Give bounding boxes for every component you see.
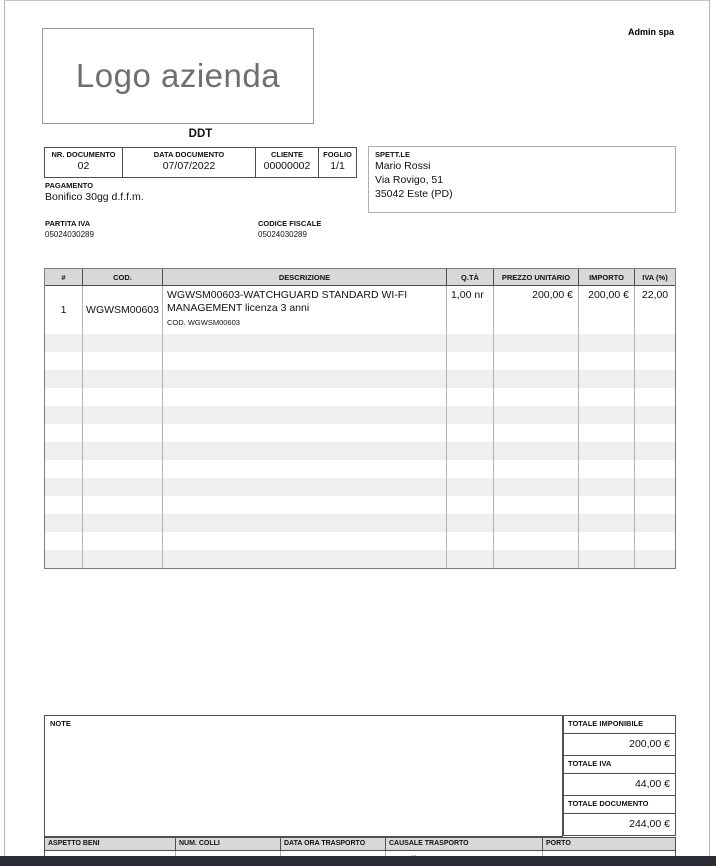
empty-cell xyxy=(163,460,447,478)
empty-cell xyxy=(163,514,447,532)
total-value: 200,00 € xyxy=(563,734,676,756)
vat-number-label: PARTITA IVA xyxy=(45,219,91,228)
items-table-header xyxy=(45,269,675,286)
empty-cell xyxy=(494,442,579,460)
notes-box xyxy=(44,715,563,837)
client-label: CLIENTE xyxy=(270,150,304,159)
empty-cell xyxy=(447,442,494,460)
empty-cell xyxy=(635,478,675,496)
payment-label: PAGAMENTO xyxy=(45,181,94,190)
empty-cell xyxy=(45,550,83,568)
table-row xyxy=(45,286,675,334)
empty-cell xyxy=(447,406,494,424)
empty-cell xyxy=(635,532,675,550)
empty-cell xyxy=(45,388,83,406)
empty-cell xyxy=(45,352,83,370)
item-description-code: COD. WGWSM00603 xyxy=(167,318,240,327)
empty-cell xyxy=(45,442,83,460)
recipient-label: SPETT.LE xyxy=(375,150,411,159)
empty-cell xyxy=(635,514,675,532)
empty-table-row xyxy=(45,370,675,388)
empty-cell xyxy=(494,460,579,478)
company-logo xyxy=(42,28,314,124)
sheet-value: 1/1 xyxy=(330,160,345,172)
total-label: TOTALE IVA xyxy=(563,755,676,774)
empty-cell xyxy=(579,406,635,424)
empty-cell xyxy=(83,352,163,370)
empty-cell xyxy=(494,406,579,424)
empty-cell xyxy=(45,334,83,352)
document-info-table xyxy=(44,147,357,178)
empty-cell xyxy=(163,424,447,442)
fiscal-code-block xyxy=(258,219,321,239)
payment-block xyxy=(45,181,144,203)
empty-cell xyxy=(83,388,163,406)
col-header-num: # xyxy=(45,269,83,285)
transport-col-header: PORTO xyxy=(546,840,571,847)
vat-number-block xyxy=(45,219,94,239)
empty-cell xyxy=(635,442,675,460)
doc-number-cell xyxy=(45,148,123,177)
fiscal-code-value: 05024030289 xyxy=(258,230,307,239)
empty-cell xyxy=(494,388,579,406)
item-qty: 1,00 nr xyxy=(447,286,494,334)
document-type-title: DDT xyxy=(188,128,213,140)
total-label: TOTALE IMPONIBILE xyxy=(563,715,676,734)
item-vat: 22,00 xyxy=(641,289,669,301)
empty-cell xyxy=(45,406,83,424)
empty-cell xyxy=(83,496,163,514)
empty-cell xyxy=(163,370,447,388)
sheet-label: FOGLIO xyxy=(323,150,352,159)
empty-cell xyxy=(447,352,494,370)
col-header-amount: IMPORTO xyxy=(579,269,635,285)
empty-cell xyxy=(494,478,579,496)
empty-cell xyxy=(83,460,163,478)
empty-cell xyxy=(494,334,579,352)
col-header-code: COD. xyxy=(83,269,163,285)
empty-cell xyxy=(494,496,579,514)
empty-cell xyxy=(83,406,163,424)
empty-cell xyxy=(163,478,447,496)
item-description: WGWSM00603-WATCHGUARD STANDARD WI-FI MANAGEMENT licenza 3 anni xyxy=(167,289,408,314)
recipient-city: 35042 Este (PD) xyxy=(375,188,453,200)
empty-cell xyxy=(83,514,163,532)
empty-cell xyxy=(579,370,635,388)
total-value: 244,00 € xyxy=(563,814,676,836)
empty-cell xyxy=(494,550,579,568)
empty-cell xyxy=(579,424,635,442)
doc-date-cell xyxy=(123,148,256,177)
empty-table-row xyxy=(45,442,675,460)
empty-cell xyxy=(579,514,635,532)
empty-cell xyxy=(447,460,494,478)
empty-cell xyxy=(579,496,635,514)
total-label: TOTALE DOCUMENTO xyxy=(563,795,676,814)
sheet-cell xyxy=(319,148,356,177)
empty-cell xyxy=(163,442,447,460)
empty-cell xyxy=(635,370,675,388)
item-description-cell xyxy=(163,286,447,334)
empty-cell xyxy=(579,460,635,478)
item-amount: 200,00 € xyxy=(579,286,635,334)
doc-date-label: DATA DOCUMENTO xyxy=(153,150,225,159)
total-value: 44,00 € xyxy=(563,774,676,796)
empty-table-row xyxy=(45,550,675,568)
empty-cell xyxy=(163,496,447,514)
client-cell xyxy=(256,148,319,177)
empty-cell xyxy=(45,424,83,442)
logo-placeholder-text: Logo azienda xyxy=(75,57,281,94)
empty-cell xyxy=(83,424,163,442)
item-code: WGWSM00603 xyxy=(83,286,163,334)
empty-cell xyxy=(494,352,579,370)
empty-cell xyxy=(447,532,494,550)
empty-cell xyxy=(579,334,635,352)
payment-value: Bonifico 30gg d.f.f.m. xyxy=(45,191,144,203)
empty-cell xyxy=(494,514,579,532)
empty-cell xyxy=(83,334,163,352)
transport-col-header: ASPETTO BENI xyxy=(45,838,176,850)
empty-cell xyxy=(447,478,494,496)
empty-cell xyxy=(494,532,579,550)
empty-table-row xyxy=(45,388,675,406)
col-header-qty: Q.TÀ xyxy=(447,269,494,285)
empty-table-row xyxy=(45,406,675,424)
empty-cell xyxy=(45,460,83,478)
empty-table-row xyxy=(45,424,675,442)
totals-stack xyxy=(563,715,676,836)
empty-cell xyxy=(635,388,675,406)
empty-cell xyxy=(579,442,635,460)
col-header-vat: IVA (%) xyxy=(642,272,668,282)
empty-cell xyxy=(635,460,675,478)
empty-cell xyxy=(447,334,494,352)
empty-cell xyxy=(579,388,635,406)
empty-rows-container xyxy=(45,334,675,568)
empty-cell xyxy=(83,532,163,550)
empty-cell xyxy=(635,352,675,370)
empty-cell xyxy=(494,424,579,442)
empty-cell xyxy=(447,550,494,568)
empty-cell xyxy=(579,352,635,370)
empty-cell xyxy=(579,550,635,568)
items-table xyxy=(44,268,676,569)
empty-table-row xyxy=(45,478,675,496)
col-header-description: DESCRIZIONE xyxy=(163,269,447,285)
client-value: 00000002 xyxy=(263,160,311,172)
empty-cell xyxy=(45,496,83,514)
doc-number-value: 02 xyxy=(77,160,90,172)
empty-table-row xyxy=(45,460,675,478)
empty-cell xyxy=(447,424,494,442)
empty-cell xyxy=(447,496,494,514)
empty-cell xyxy=(447,370,494,388)
vat-number-value: 05024030289 xyxy=(45,230,94,239)
bottom-bar xyxy=(0,856,716,866)
empty-cell xyxy=(447,388,494,406)
transport-header xyxy=(44,837,676,851)
empty-cell xyxy=(635,424,675,442)
empty-cell xyxy=(579,532,635,550)
doc-number-label: NR. DOCUMENTO xyxy=(51,150,116,159)
recipient-street: Via Rovigo, 51 xyxy=(375,174,444,186)
empty-cell xyxy=(45,370,83,388)
empty-cell xyxy=(83,550,163,568)
empty-cell xyxy=(635,334,675,352)
notes-label: NOTE xyxy=(50,719,71,728)
doc-date-value: 07/07/2022 xyxy=(162,160,216,172)
empty-cell xyxy=(163,334,447,352)
empty-cell xyxy=(163,388,447,406)
transport-col-header: CAUSALE TRASPORTO xyxy=(386,838,543,850)
item-unit-price: 200,00 € xyxy=(494,286,579,334)
empty-table-row xyxy=(45,514,675,532)
empty-cell xyxy=(45,514,83,532)
empty-cell xyxy=(45,532,83,550)
recipient-box xyxy=(368,146,676,213)
empty-cell xyxy=(447,514,494,532)
empty-cell xyxy=(635,550,675,568)
transport-col-header: NUM. COLLI xyxy=(176,838,281,850)
empty-cell xyxy=(163,352,447,370)
empty-table-row xyxy=(45,496,675,514)
empty-cell xyxy=(83,442,163,460)
empty-cell xyxy=(494,370,579,388)
fiscal-code-label: CODICE FISCALE xyxy=(258,219,322,228)
recipient-name: Mario Rossi xyxy=(375,160,431,172)
col-header-unit-price: PREZZO UNITARIO xyxy=(494,269,579,285)
empty-table-row xyxy=(45,532,675,550)
item-num: 1 xyxy=(45,286,83,334)
empty-cell xyxy=(635,406,675,424)
empty-cell xyxy=(163,532,447,550)
empty-cell xyxy=(163,406,447,424)
empty-cell xyxy=(83,370,163,388)
empty-cell xyxy=(579,478,635,496)
empty-table-row xyxy=(45,352,675,370)
empty-cell xyxy=(83,478,163,496)
transport-col-header: DATA ORA TRASPORTO xyxy=(281,838,386,850)
empty-cell xyxy=(163,550,447,568)
empty-cell xyxy=(45,478,83,496)
empty-cell xyxy=(635,496,675,514)
company-name: Admin spa xyxy=(627,27,674,37)
empty-table-row xyxy=(45,334,675,352)
